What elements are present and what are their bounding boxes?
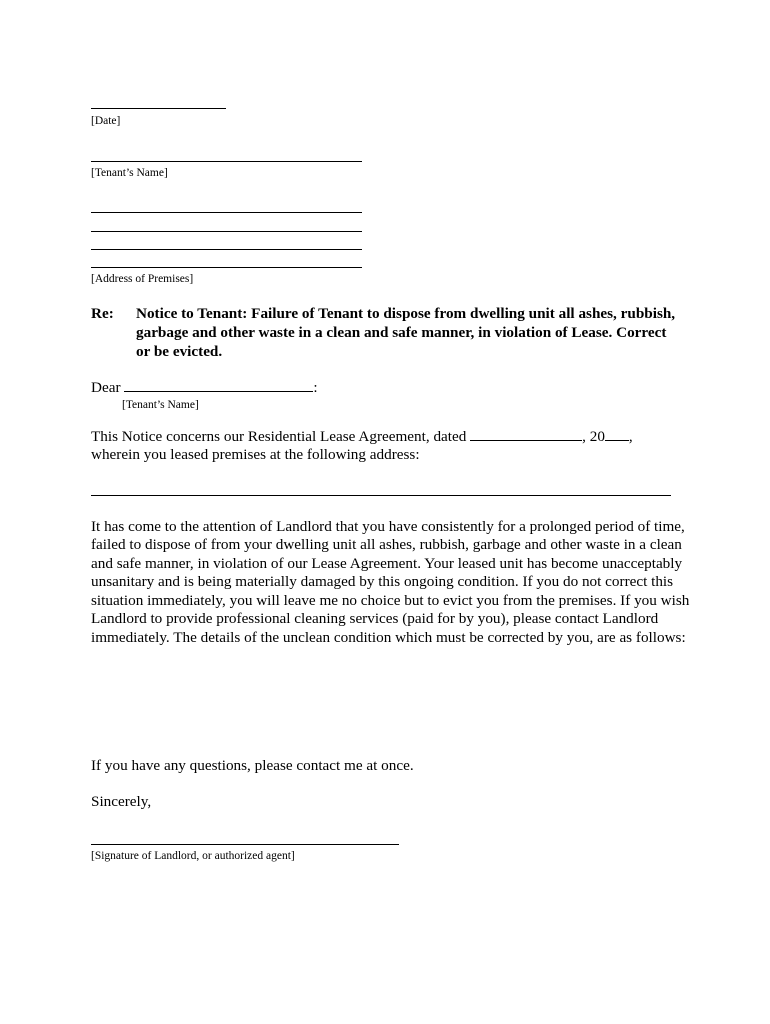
date-line[interactable] bbox=[91, 108, 226, 109]
address-label: [Address of Premises] bbox=[91, 273, 194, 285]
salutation-name-label: [Tenant’s Name] bbox=[122, 399, 199, 411]
re-line-1: Notice to Tenant: Failure of Tenant to dispose from dwelling unit all ashes, rubbish, bbox=[136, 305, 676, 322]
notice-line-1 bbox=[91, 427, 633, 446]
body-line-6: Landlord to provide professional cleaning services (paid for by you), please contact Landlord bbox=[91, 610, 659, 627]
dear-text: Dear bbox=[91, 379, 121, 396]
premises-address-line[interactable] bbox=[91, 495, 671, 496]
notice-line-1-end: , bbox=[628, 428, 633, 445]
re-line-2: garbage and other waste in a clean and safe manner, in violation of Lease. Correct bbox=[136, 324, 667, 341]
notice-line-1-start: This Notice concerns our Residential Lease Agreement, dated bbox=[91, 428, 467, 445]
notice-line-2: wherein you leased premises at the following address: bbox=[91, 446, 420, 463]
salutation-colon: : bbox=[313, 379, 318, 396]
signature-label: [Signature of Landlord, or authorized agent] bbox=[91, 850, 295, 862]
salutation-name-blank[interactable] bbox=[124, 378, 313, 392]
tenant-name-label: [Tenant’s Name] bbox=[91, 167, 168, 179]
tenant-name-line[interactable] bbox=[91, 161, 362, 162]
body-line-7: immediately. The details of the unclean condition which must be corrected by you, are as follows: bbox=[91, 629, 686, 646]
notice-year-prefix: , 20 bbox=[582, 428, 605, 445]
closing-question: If you have any questions, please contact me at once. bbox=[91, 757, 414, 774]
body-line-1: It has come to the attention of Landlord that you have consistently for a prolonged period of time, bbox=[91, 518, 685, 535]
lease-date-blank[interactable] bbox=[470, 427, 582, 441]
address-line-4[interactable] bbox=[91, 267, 362, 268]
body-line-3: and safe manner, in violation of our Lease Agreement. Your leased unit has become unacceptably bbox=[91, 555, 683, 572]
body-line-5: situation immediately, you will leave me no choice but to evict you from the premises. If you wish bbox=[91, 592, 690, 609]
date-label: [Date] bbox=[91, 115, 121, 127]
address-line-1[interactable] bbox=[91, 212, 362, 213]
re-label: Re: bbox=[91, 305, 114, 322]
salutation bbox=[91, 378, 318, 397]
signature-line[interactable] bbox=[91, 844, 399, 845]
address-line-2[interactable] bbox=[91, 231, 362, 232]
body-line-4: unsanitary and is being materially damaged by this ongoing condition. If you do not correct this bbox=[91, 573, 674, 590]
sincerely: Sincerely, bbox=[91, 793, 152, 810]
lease-year-blank[interactable] bbox=[605, 427, 629, 441]
re-line-3: or be evicted. bbox=[136, 343, 223, 360]
body-line-2: failed to dispose of from your dwelling unit all ashes, rubbish, garbage and other waste in a clean bbox=[91, 536, 682, 553]
address-line-3[interactable] bbox=[91, 249, 362, 250]
